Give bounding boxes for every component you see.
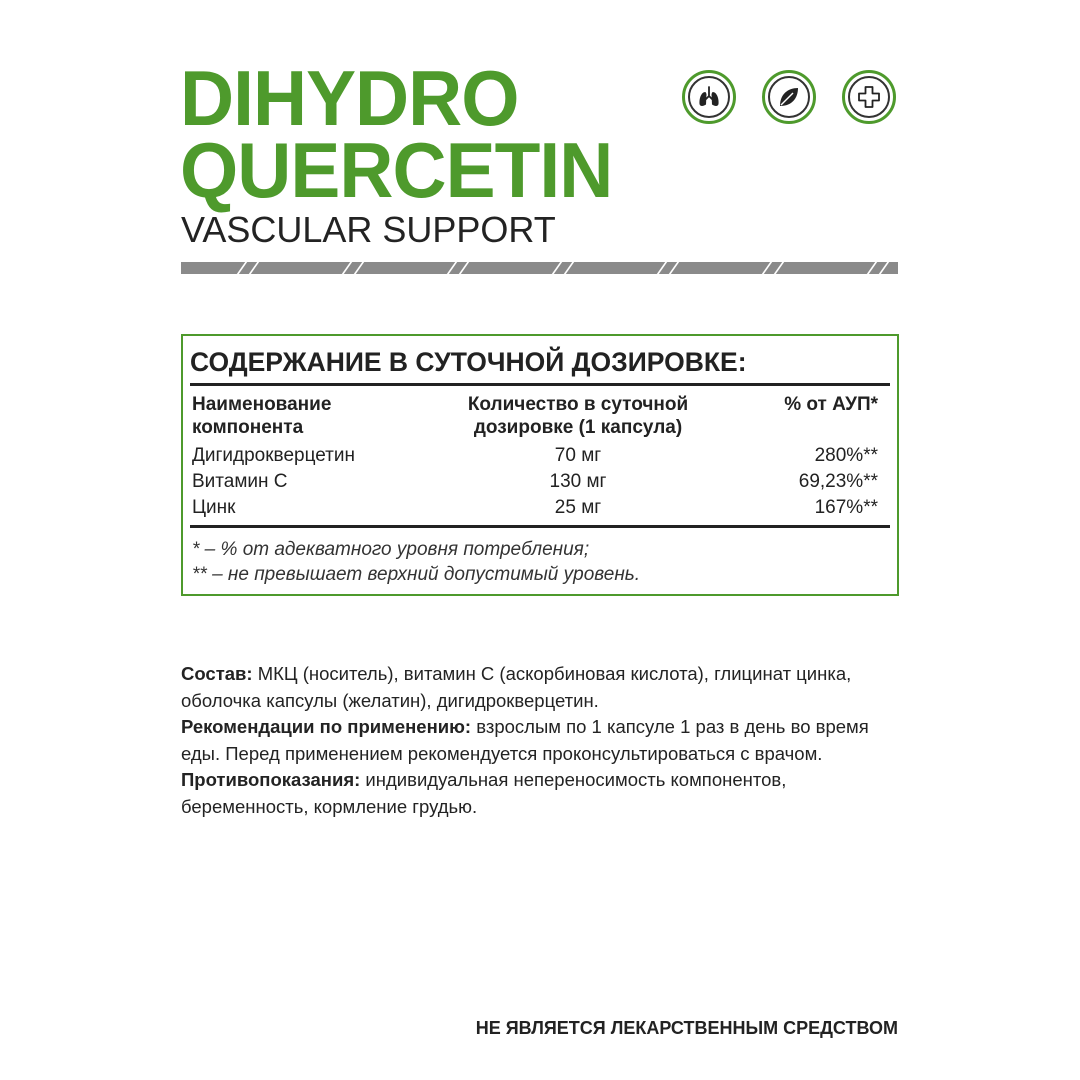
- column-header-name: Наименование компонента: [192, 394, 332, 438]
- row-amount: 70 мг: [554, 445, 602, 466]
- decorative-stripe: [181, 262, 898, 274]
- row-percent: 167%**: [814, 497, 878, 518]
- row-name: Дигидрокверцетин: [192, 445, 355, 466]
- usage-text: взрослым по 1 капсуле 1 раз в день во время еды. Перед применением рекомендуется проконсультироваться с врачом.: [181, 716, 869, 764]
- composition-text: МКЦ (носитель), витамин С (аскорбиновая кислота), глицинат цинка, оболочка капсулы (желатин), дигидрокверцетин.: [181, 663, 852, 711]
- row-percent: 69,23%**: [798, 471, 878, 492]
- usage-paragraph: [181, 714, 901, 767]
- footnote-1: * – % от адекватного уровня потребления;: [192, 539, 590, 560]
- product-title: [180, 54, 613, 214]
- product-info: [181, 661, 901, 820]
- column-header-percent: % от АУП*: [784, 394, 878, 415]
- feature-icons: [682, 70, 900, 130]
- composition-paragraph: [181, 661, 901, 714]
- row-percent: 280%**: [814, 445, 878, 466]
- nutrition-panel: [181, 334, 899, 596]
- product-title-line2: QUERCETIN: [180, 126, 613, 214]
- usage-label: Рекомендации по применению:: [181, 716, 472, 737]
- contraindications-label: Противопоказания:: [181, 769, 361, 790]
- contraindications-text: индивидуальная непереносимость компонентов, беременность, кормление грудью.: [181, 769, 787, 817]
- footnote-2: ** – не превышает верхний допустимый уровень.: [192, 564, 641, 585]
- product-title-line1: DIHYDRO: [180, 54, 519, 142]
- contraindications-paragraph: [181, 767, 901, 820]
- row-amount: 130 мг: [549, 471, 607, 492]
- panel-header-rule: [190, 383, 890, 386]
- disclaimer: НЕ ЯВЛЯЕТСЯ ЛЕКАРСТВЕННЫМ СРЕДСТВОМ: [475, 1018, 898, 1038]
- product-subtitle: VASCULAR SUPPORT: [181, 209, 556, 250]
- panel-footer-rule: [190, 525, 890, 528]
- row-name: Цинк: [192, 497, 236, 518]
- medical-cross-icon: [842, 70, 896, 124]
- composition-label: Состав:: [181, 663, 253, 684]
- panel-title: СОДЕРЖАНИЕ В СУТОЧНОЙ ДОЗИРОВКЕ:: [190, 347, 747, 377]
- row-amount: 25 мг: [554, 497, 602, 518]
- row-name: Витамин С: [192, 471, 288, 492]
- lungs-icon: [682, 70, 736, 124]
- leaf-icon: [762, 70, 816, 124]
- column-header-amount: Количество в суточной дозировке (1 капсула): [467, 394, 689, 438]
